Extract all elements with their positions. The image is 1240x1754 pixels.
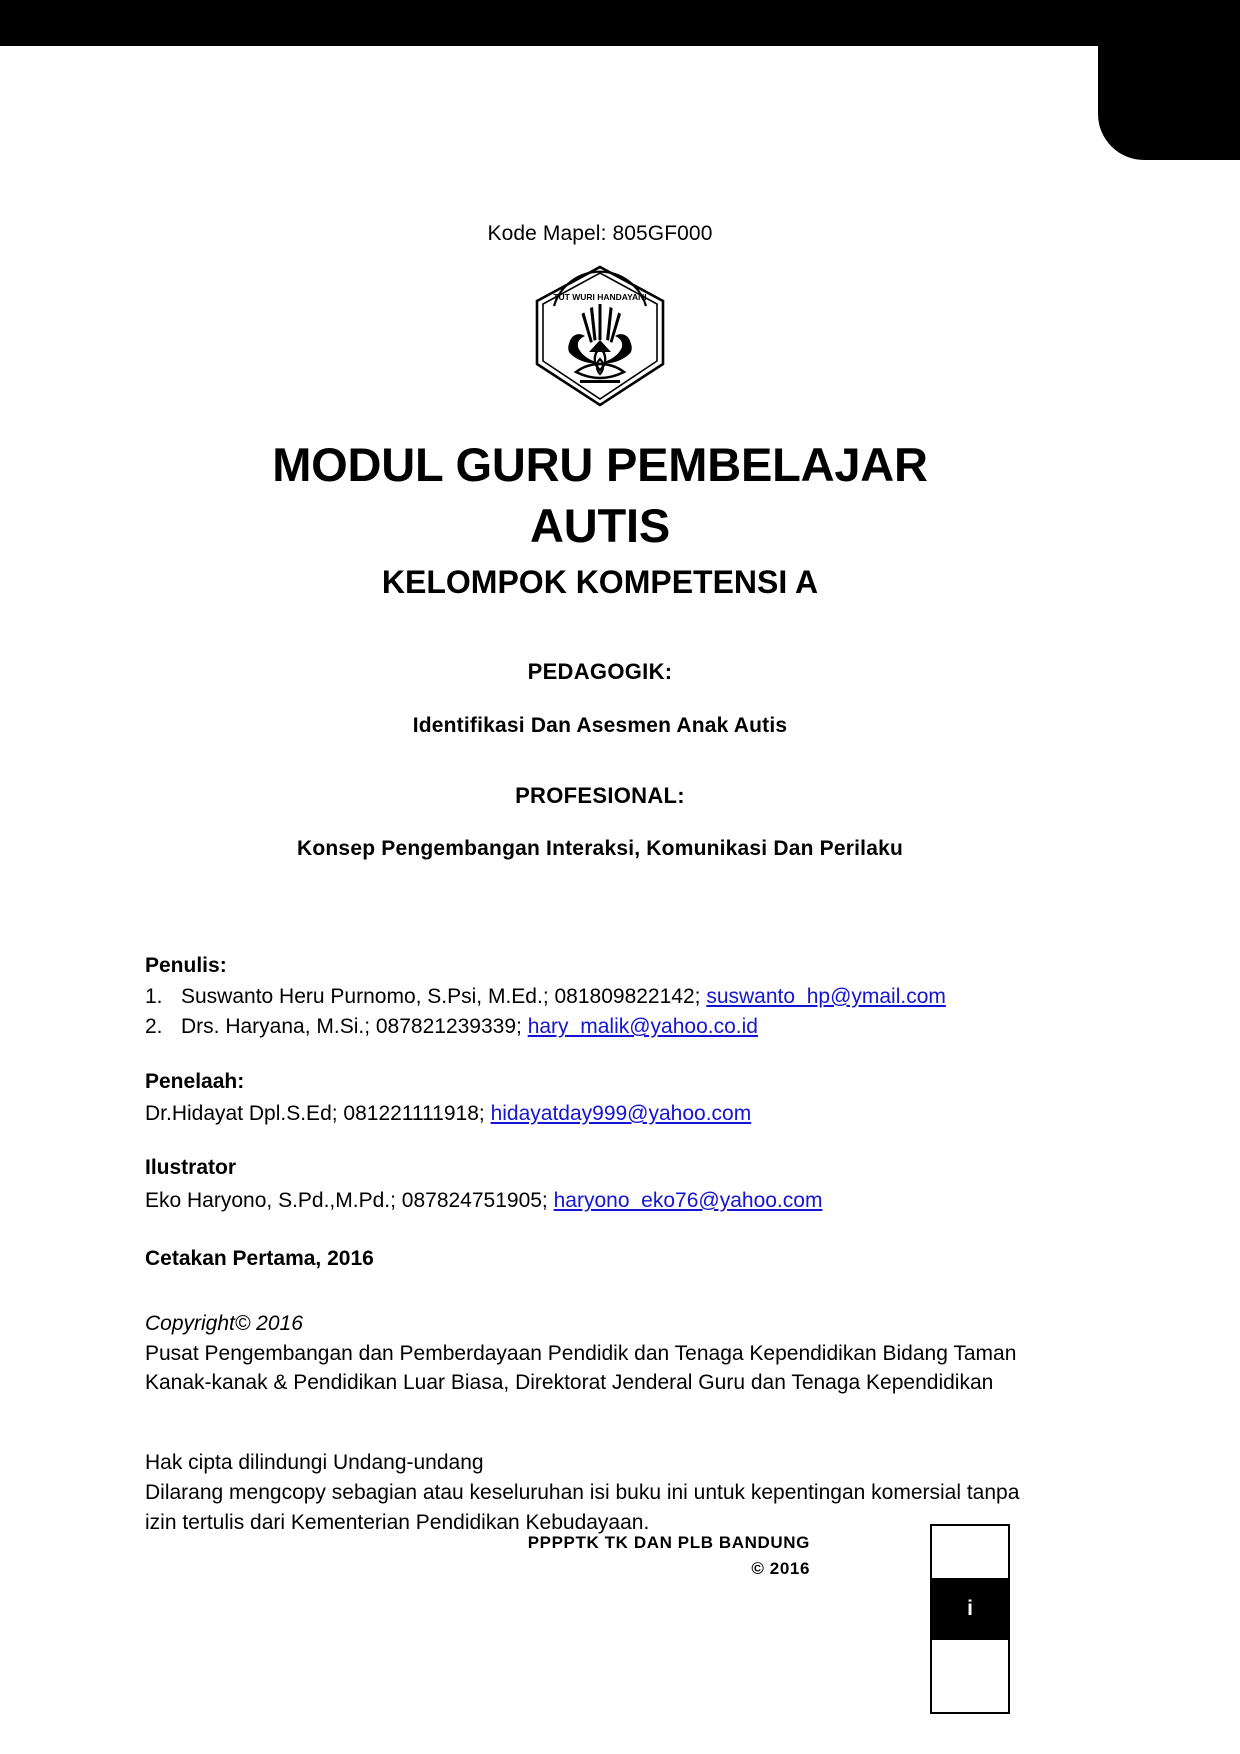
author-details bbox=[181, 982, 946, 1012]
rights-block bbox=[145, 1448, 1055, 1537]
ilustrator-email-link[interactable]: haryono_eko76@yahoo.com bbox=[553, 1188, 823, 1212]
title-line-1: MODUL GURU PEMBELAJAR bbox=[272, 438, 928, 491]
copyright-line: Copyright© 2016 bbox=[145, 1311, 303, 1335]
ilustrator-name-phone: Eko Haryono, S.Pd.,M.Pd.; 087824751905; bbox=[145, 1188, 554, 1212]
rights-line-2: Dilarang mengcopy sebagian atau keseluruhan isi buku ini untuk kepentingan komersial tanpa izin tertulis dari Kementerian Pendidikan Kebudayaan. bbox=[145, 1480, 1020, 1534]
copyright-block bbox=[145, 1309, 1055, 1398]
logo-motto-text: TUT WURI HANDAYANI bbox=[553, 292, 647, 302]
author-name-phone: Drs. Haryana, M.Si.; 087821239339; bbox=[181, 1015, 528, 1039]
author-email-link[interactable]: hary_malik@yahoo.co.id bbox=[527, 1015, 758, 1039]
footer-year: © 2016 bbox=[751, 1558, 810, 1578]
credits-block bbox=[145, 951, 1055, 1537]
author-number: 2. bbox=[145, 1015, 163, 1039]
footer-institution: PPPPTK TK DAN PLB BANDUNG bbox=[527, 1533, 810, 1552]
profesional-label: PROFESIONAL: bbox=[515, 783, 685, 809]
author-list bbox=[145, 982, 1055, 1043]
cover-content bbox=[145, 0, 1055, 1538]
page-number: i bbox=[932, 1578, 1008, 1640]
page-title bbox=[145, 434, 1055, 556]
rights-line-1: Hak cipta dilindungi Undang-undang bbox=[145, 1451, 484, 1475]
penelaah-details bbox=[145, 1099, 1055, 1129]
pedagogik-topic: Identifikasi Dan Asesmen Anak Autis bbox=[412, 714, 788, 738]
penulis-label: Penulis: bbox=[145, 954, 227, 978]
ilustrator-details bbox=[145, 1186, 1055, 1216]
cetakan-pertama: Cetakan Pertama, 2016 bbox=[145, 1247, 374, 1271]
copyright-publisher: Pusat Pengembangan dan Pemberdayaan Pendidik dan Tenaga Kependidikan Bidang Taman Kanak-kanak & Pendidikan Luar Biasa, Direktorat Jenderal Guru dan Tenaga Kependidikan bbox=[145, 1341, 1017, 1395]
top-right-black-block bbox=[1098, 46, 1240, 160]
ilustrator-label: Ilustrator bbox=[145, 1156, 237, 1180]
list-item bbox=[145, 1012, 1055, 1042]
page-footer bbox=[145, 1530, 1095, 1720]
author-name-phone: Suswanto Heru Purnomo, S.Psi, M.Ed.; 081809822142; bbox=[181, 984, 707, 1008]
ministry-logo-wrap bbox=[145, 260, 1055, 412]
penelaah-label: Penelaah: bbox=[145, 1069, 245, 1093]
author-number: 1. bbox=[145, 984, 163, 1008]
author-email-link[interactable]: suswanto_hp@ymail.com bbox=[706, 984, 946, 1008]
tut-wuri-handayani-logo-icon bbox=[524, 260, 676, 412]
kode-mapel: Kode Mapel: 805GF000 bbox=[487, 222, 713, 245]
author-details bbox=[181, 1012, 758, 1042]
page-subtitle: KELOMPOK KOMPETENSI A bbox=[381, 564, 819, 601]
footer-institution-block bbox=[528, 1530, 810, 1581]
penelaah-email-link[interactable]: hidayatday999@yahoo.com bbox=[490, 1101, 752, 1125]
page-number-box bbox=[930, 1524, 1010, 1714]
profesional-topic: Konsep Pengembangan Interaksi, Komunikasi Dan Perilaku bbox=[297, 837, 903, 861]
pedagogik-label: PEDAGOGIK: bbox=[527, 659, 673, 685]
title-line-2: AUTIS bbox=[529, 499, 670, 553]
list-item bbox=[145, 982, 1055, 1012]
penelaah-name-phone: Dr.Hidayat Dpl.S.Ed; 081221111918; bbox=[145, 1101, 491, 1125]
